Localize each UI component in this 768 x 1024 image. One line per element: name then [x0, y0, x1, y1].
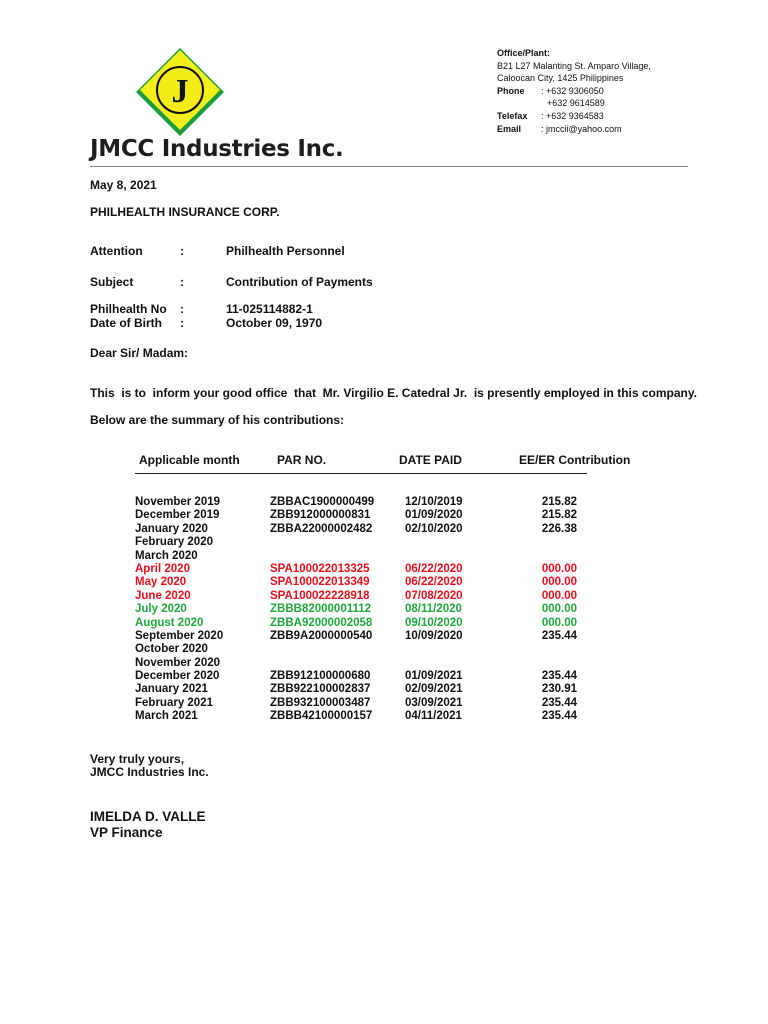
cell-month: January 2020 [135, 522, 208, 535]
recipient: PHILHEALTH INSURANCE CORP. [90, 205, 280, 219]
cell-date-paid: 08/11/2020 [405, 603, 462, 616]
cell-par-no: ZBB912000000831 [270, 509, 371, 522]
table-row [135, 576, 595, 589]
table-row [135, 697, 595, 710]
table-row [135, 509, 595, 522]
cell-date-paid: 09/10/2020 [405, 616, 463, 629]
body-paragraph-1: This is to inform your good office that Mr. Virgilio E. Catedral Jr. is presently employed in this company. [90, 386, 698, 400]
philhealth-value: 11-025114882-1 [226, 302, 313, 316]
contribution-table [135, 496, 595, 724]
colon: : [180, 316, 184, 330]
table-row [135, 683, 595, 696]
cell-date-paid: 10/09/2020 [405, 629, 463, 642]
colon: : [180, 275, 184, 289]
colon: : [180, 244, 184, 258]
cell-contribution: 226.38 [541, 522, 577, 535]
philhealth-row [90, 302, 313, 316]
telefax-row [497, 110, 651, 123]
cell-month: February 2021 [135, 696, 213, 709]
table-row [135, 496, 595, 509]
email-value: : jmccii@yahoo.com [541, 123, 622, 134]
office-info [497, 47, 651, 135]
cell-contribution: 215.82 [541, 496, 577, 508]
subject-label: Subject [90, 275, 134, 289]
cell-month: March 2021 [135, 710, 198, 723]
subject-value: Contribution of Payments [226, 275, 373, 289]
table-row [135, 630, 595, 643]
cell-month: August 2020 [135, 616, 204, 629]
signatory-title: VP Finance [90, 825, 163, 840]
office-title: Office/Plant: [497, 48, 551, 58]
table-row [135, 536, 595, 549]
closing-line-1: Very truly yours, [90, 752, 185, 766]
cell-contribution: 230.91 [541, 683, 577, 696]
colon: : [180, 302, 184, 316]
cell-month: March 2020 [135, 549, 198, 562]
email-label: Email [497, 123, 522, 134]
address-line-2: Caloocan City, 1425 Philippines [497, 73, 624, 84]
attention-row [90, 244, 345, 258]
cell-contribution: 000.00 [541, 616, 577, 629]
cell-date-paid: 02/09/2021 [405, 683, 463, 696]
cell-month: October 2020 [135, 643, 208, 656]
cell-par-no: SPA100022013325 [270, 562, 370, 575]
table-row [135, 550, 595, 563]
header-par-no: PAR NO. [277, 453, 327, 467]
cell-month: November 2019 [135, 496, 221, 508]
table-header-underline [135, 473, 587, 474]
telefax-label: Telefax [497, 110, 528, 121]
header-applicable-month: Applicable month [139, 453, 240, 467]
header-date-paid: DATE PAID [399, 453, 462, 467]
table-row [135, 523, 595, 536]
cell-par-no: ZBBAC1900000499 [270, 496, 375, 508]
cell-contribution: 000.00 [541, 589, 577, 602]
cell-contribution: 000.00 [541, 576, 577, 589]
phone-2: +632 9614589 [547, 98, 605, 109]
cell-date-paid: 02/10/2020 [405, 522, 463, 535]
cell-contribution: 235.44 [541, 710, 577, 723]
cell-date-paid: 06/22/2020 [405, 576, 463, 589]
cell-par-no: ZBBA92000002058 [270, 616, 373, 629]
table-row [135, 710, 595, 723]
table-row [135, 563, 595, 576]
header-divider [90, 166, 688, 167]
logo-letter: J [171, 73, 189, 110]
body-paragraph-2: Below are the summary of his contributions: [90, 413, 345, 427]
dob-label: Date of Birth [90, 316, 162, 330]
phone-row [497, 85, 651, 98]
cell-month: July 2020 [135, 603, 187, 616]
cell-month: December 2020 [135, 670, 220, 683]
header-contribution: EE/ER Contribution [519, 453, 631, 467]
cell-date-paid: 04/11/2021 [405, 710, 462, 723]
cell-date-paid: 01/09/2021 [405, 670, 463, 683]
cell-month: December 2019 [135, 509, 220, 522]
dob-value: October 09, 1970 [226, 316, 323, 330]
cell-month: April 2020 [135, 562, 190, 575]
dob-row [90, 316, 322, 330]
closing-line-2: JMCC Industries Inc. [90, 765, 209, 779]
cell-month: November 2020 [135, 656, 221, 669]
attention-value: Philhealth Personnel [226, 244, 345, 258]
cell-date-paid: 07/08/2020 [405, 589, 463, 602]
cell-month: February 2020 [135, 536, 213, 549]
cell-par-no: ZBB912100000680 [270, 670, 371, 683]
cell-par-no: SPA100022013349 [270, 576, 370, 589]
telefax-value: : +632 9364583 [541, 110, 604, 121]
cell-month: September 2020 [135, 629, 224, 642]
cell-contribution: 215.82 [541, 509, 577, 522]
cell-date-paid: 12/10/2019 [405, 496, 463, 508]
table-row [135, 643, 595, 656]
table-row [135, 657, 595, 670]
table-row [135, 590, 595, 603]
cell-par-no: ZBB932100003487 [270, 696, 371, 709]
company-name: JMCC Industries Inc. [90, 136, 344, 162]
cell-par-no: ZBBB42100000157 [270, 710, 373, 723]
cell-date-paid: 03/09/2021 [405, 696, 463, 709]
table-row [135, 617, 595, 630]
phone-1: : +632 9306050 [541, 85, 604, 96]
cell-par-no: SPA100022228918 [270, 589, 370, 602]
table-row [135, 670, 595, 683]
table-row [135, 603, 595, 616]
address-line-1: B21 L27 Malanting St. Amparo Village, [497, 60, 651, 71]
cell-month: June 2020 [135, 589, 191, 602]
salutation: Dear Sir/ Madam: [90, 346, 189, 360]
cell-month: January 2021 [135, 683, 208, 696]
cell-month: May 2020 [135, 576, 187, 589]
phone-row-2 [497, 97, 651, 110]
cell-date-paid: 01/09/2020 [405, 509, 463, 522]
cell-contribution: 235.44 [541, 670, 577, 683]
cell-contribution: 235.44 [541, 696, 577, 709]
cell-contribution: 000.00 [541, 603, 577, 616]
cell-contribution: 235.44 [541, 629, 577, 642]
cell-par-no: ZBBB82000001112 [270, 603, 372, 616]
cell-par-no: ZBBA22000002482 [270, 522, 373, 535]
company-logo [134, 46, 226, 138]
letter-date: May 8, 2021 [90, 178, 157, 192]
philhealth-label: Philhealth No [90, 302, 167, 316]
subject-row [90, 275, 373, 289]
attention-label: Attention [90, 244, 143, 258]
cell-par-no: ZBB9A2000000540 [270, 629, 373, 642]
cell-contribution: 000.00 [541, 562, 577, 575]
cell-date-paid: 06/22/2020 [405, 562, 463, 575]
cell-par-no: ZBB922100002837 [270, 683, 371, 696]
email-row [497, 123, 651, 136]
phone-label: Phone [497, 85, 525, 96]
signatory-name: IMELDA D. VALLE [90, 809, 206, 824]
